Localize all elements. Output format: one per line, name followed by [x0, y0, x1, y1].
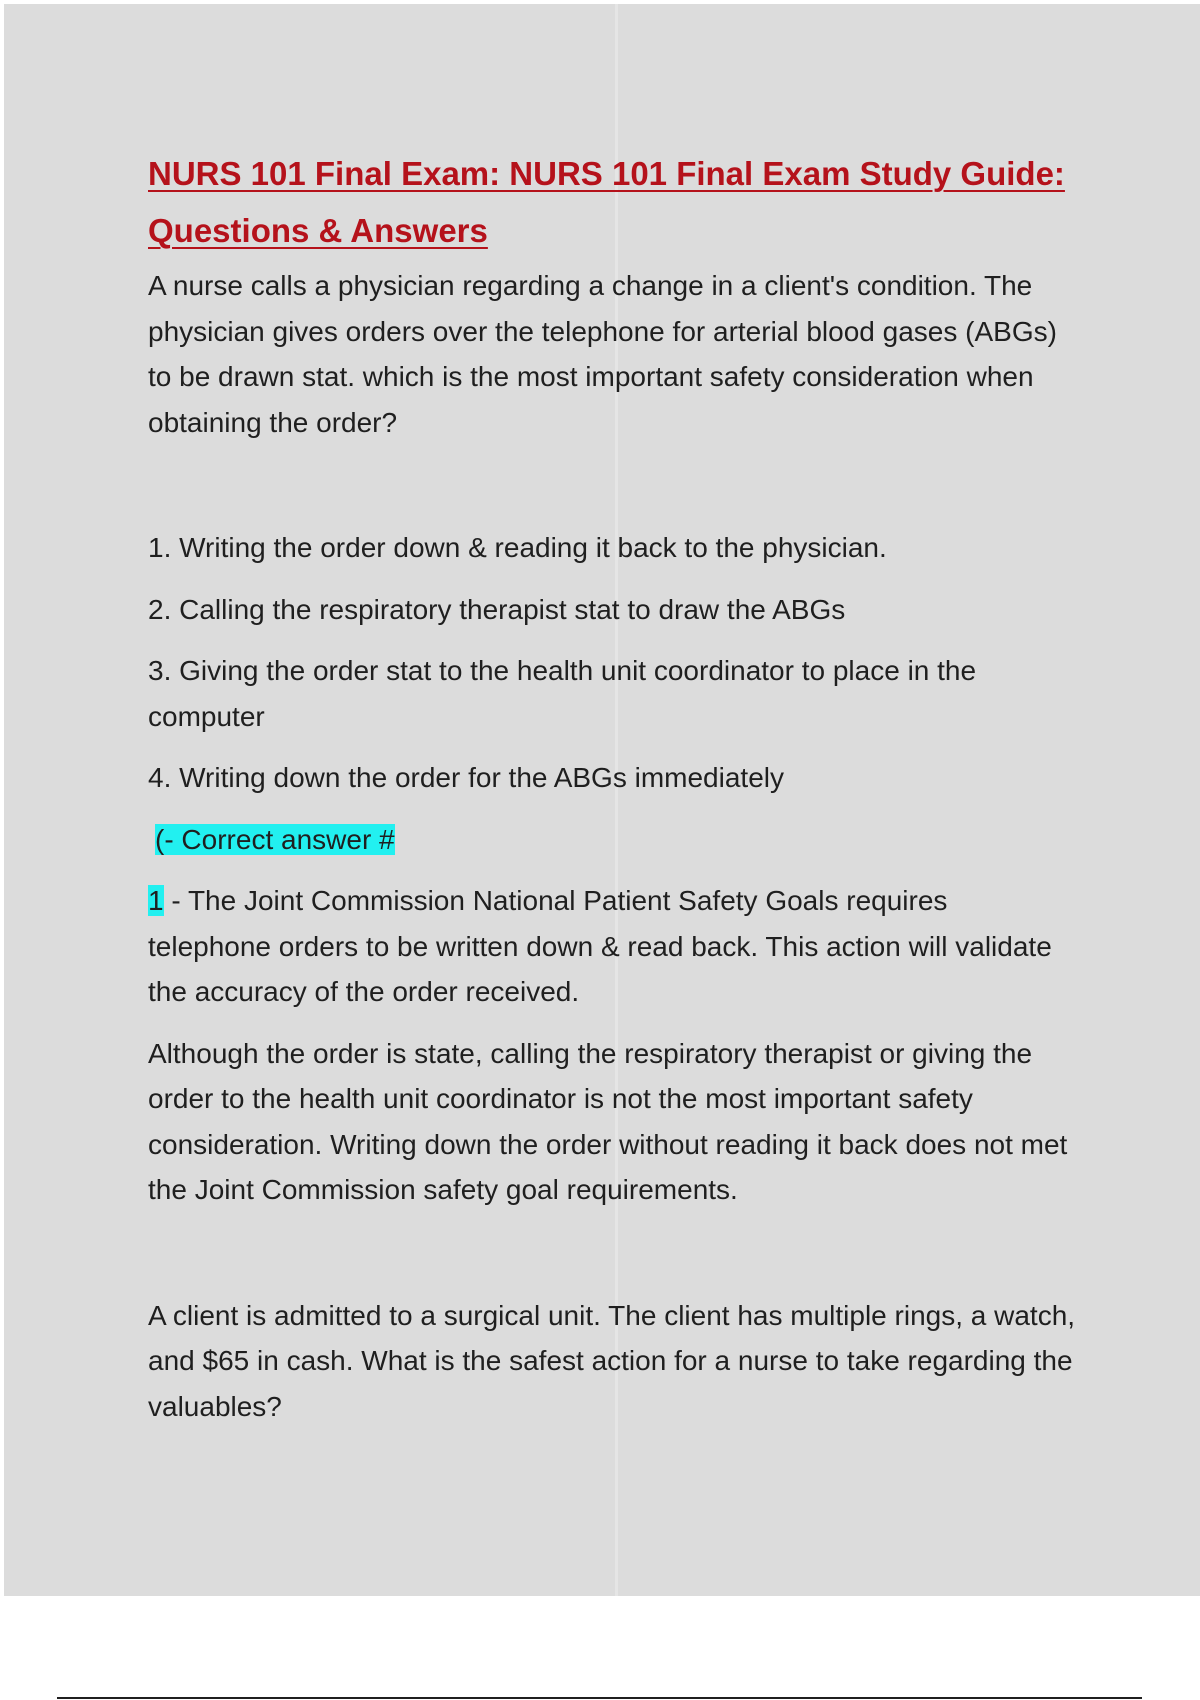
- question-1-explanation: Although the order is state, calling the respiratory therapist or giving the order to the health unit coordinator is not the most important safety consideration. Writing down the order without reading it back does not met the Joint Commission safety goal requirements.: [148, 1037, 1068, 1205]
- rationale-text: - The Joint Commission National Patient Safety Goals requires telephone orders to be written down & read back. This action will validate the accuracy of the order received.: [148, 885, 1052, 1007]
- correct-answer-line: [155, 817, 1078, 863]
- question-1-option-2: 2. Calling the respiratory therapist stat to draw the ABGs: [148, 593, 846, 625]
- question-1-option-1: 1. Writing the order down & reading it back to the physician.: [148, 532, 887, 563]
- correct-answer-label: (- Correct answer #: [155, 823, 395, 855]
- question-1-option-4: 4. Writing down the order for the ABGs immediately: [148, 762, 784, 793]
- document-title: NURS 101 Final Exam: NURS 101 Final Exam Study Guide: Questions & Answers: [148, 155, 1065, 249]
- question-2-stem: A client is admitted to a surgical unit. The client has multiple rings, a watch, and $65 in cash. What is the safest action for a nurse to take regarding the valuables?: [148, 1299, 1076, 1422]
- correct-answer-number: 1: [148, 885, 164, 916]
- question-1-rationale: [148, 878, 1078, 1015]
- spacer: [148, 461, 1078, 525]
- question-1-option-3: 3. Giving the order stat to the health unit coordinator to place in the computer: [148, 655, 977, 732]
- question-1-stem: A nurse calls a physician regarding a change in a client's condition. The physician gives orders over the telephone for arterial blood gases (ABGs) to be drawn stat. which is the most important safety consideration when obtaining the order?: [148, 270, 1057, 438]
- footer-divider: [57, 1697, 1142, 1699]
- spacer: [148, 1229, 1078, 1293]
- document-content: [148, 145, 1078, 1445]
